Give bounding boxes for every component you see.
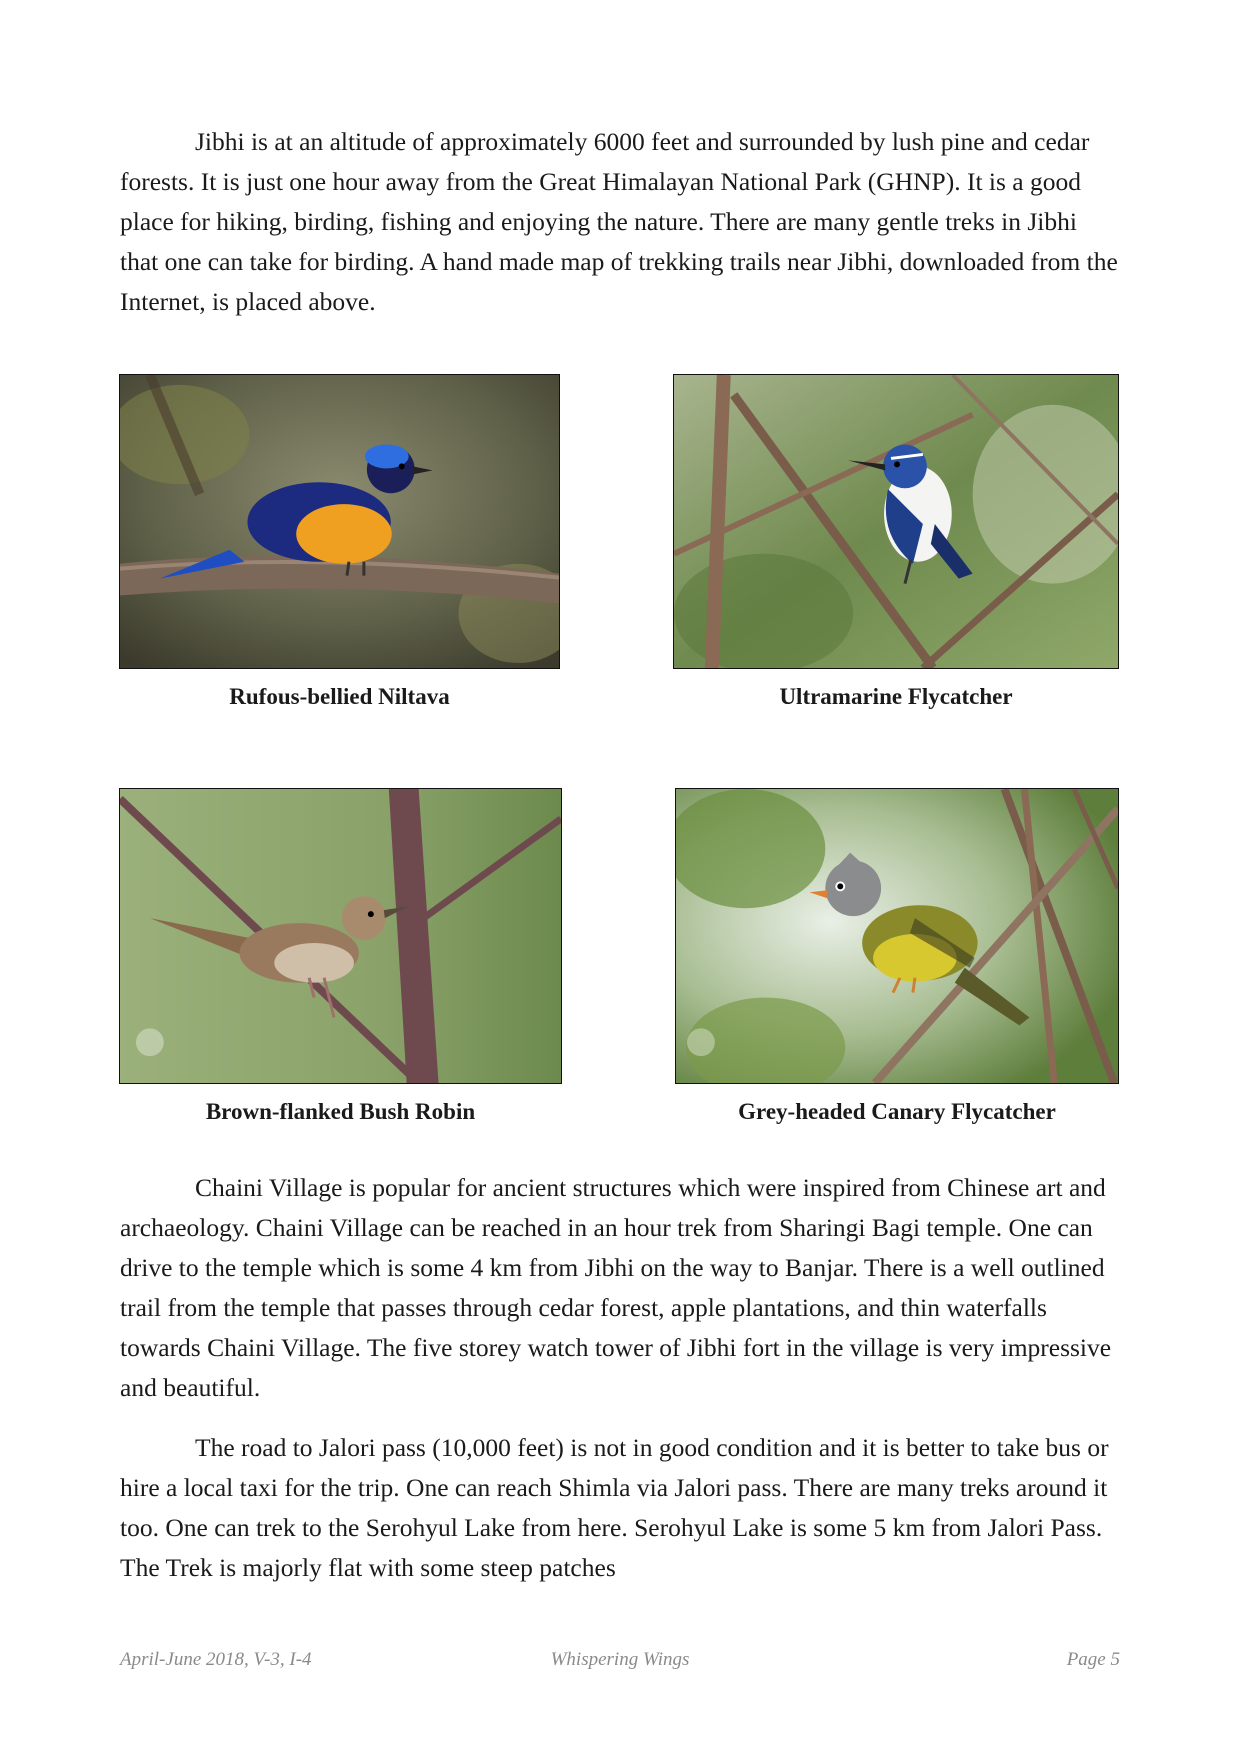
photo-ultramarine-flycatcher: [673, 374, 1119, 669]
footer-publication-title: Whispering Wings: [550, 1649, 690, 1670]
chaini-village-paragraph: [120, 1168, 1120, 1408]
caption-ultramarine-flycatcher: Ultramarine Flycatcher: [779, 684, 1013, 709]
caption-rufous-bellied-niltava: Rufous-bellied Niltava: [229, 684, 450, 709]
intro-paragraph-text: Jibhi is at an altitude of approximately 6000 feet and surrounded by lush pine and cedar forests. It is just one hour away from the Great Himalayan National Park (GHNP). It is a good place for hiking, birding, fishing and enjoying the nature. There are many gentle treks in Jibhi that one can take for birding. A hand made map of trekking trails near Jibhi, downloaded from the Internet, is placed above.: [120, 127, 1118, 316]
jalori-pass-paragraph-text: The road to Jalori pass (10,000 feet) is not in good condition and it is better to take bus or hire a local taxi for the trip. One can reach Shimla via Jalori pass. There are many treks around it too. One can trek to the Serohyul Lake from here. Serohyul Lake is some 5 km from Jalori Pass. The Trek is majorly flat with some steep patches: [120, 1433, 1109, 1582]
photo-grey-headed-canary-flycatcher: [675, 788, 1119, 1084]
intro-paragraph: [120, 122, 1120, 322]
footer-page-number: Page 5: [1066, 1649, 1120, 1670]
footer-issue-info: April-June 2018, V-3, I-4: [120, 1649, 312, 1670]
caption-grey-headed-canary-flycatcher: Grey-headed Canary Flycatcher: [738, 1099, 1056, 1124]
jalori-pass-paragraph: [120, 1428, 1120, 1588]
caption-brown-flanked-bush-robin: Brown-flanked Bush Robin: [205, 1099, 476, 1124]
photo-brown-flanked-bush-robin: [119, 788, 562, 1084]
chaini-village-paragraph-text: Chaini Village is popular for ancient structures which were inspired from Chinese art and archaeology. Chaini Village can be reached in an hour trek from Sharingi Bagi temple. One can drive to the temple which is some 4 km from Jibhi on the way to Banjar. There is a well outlined trail from the temple that passes through cedar forest, apple plantations, and thin waterfalls towards Chaini Village. The five storey watch tower of Jibhi fort in the village is very impressive and beautiful.: [120, 1173, 1112, 1402]
photo-rufous-bellied-niltava: [119, 374, 560, 669]
